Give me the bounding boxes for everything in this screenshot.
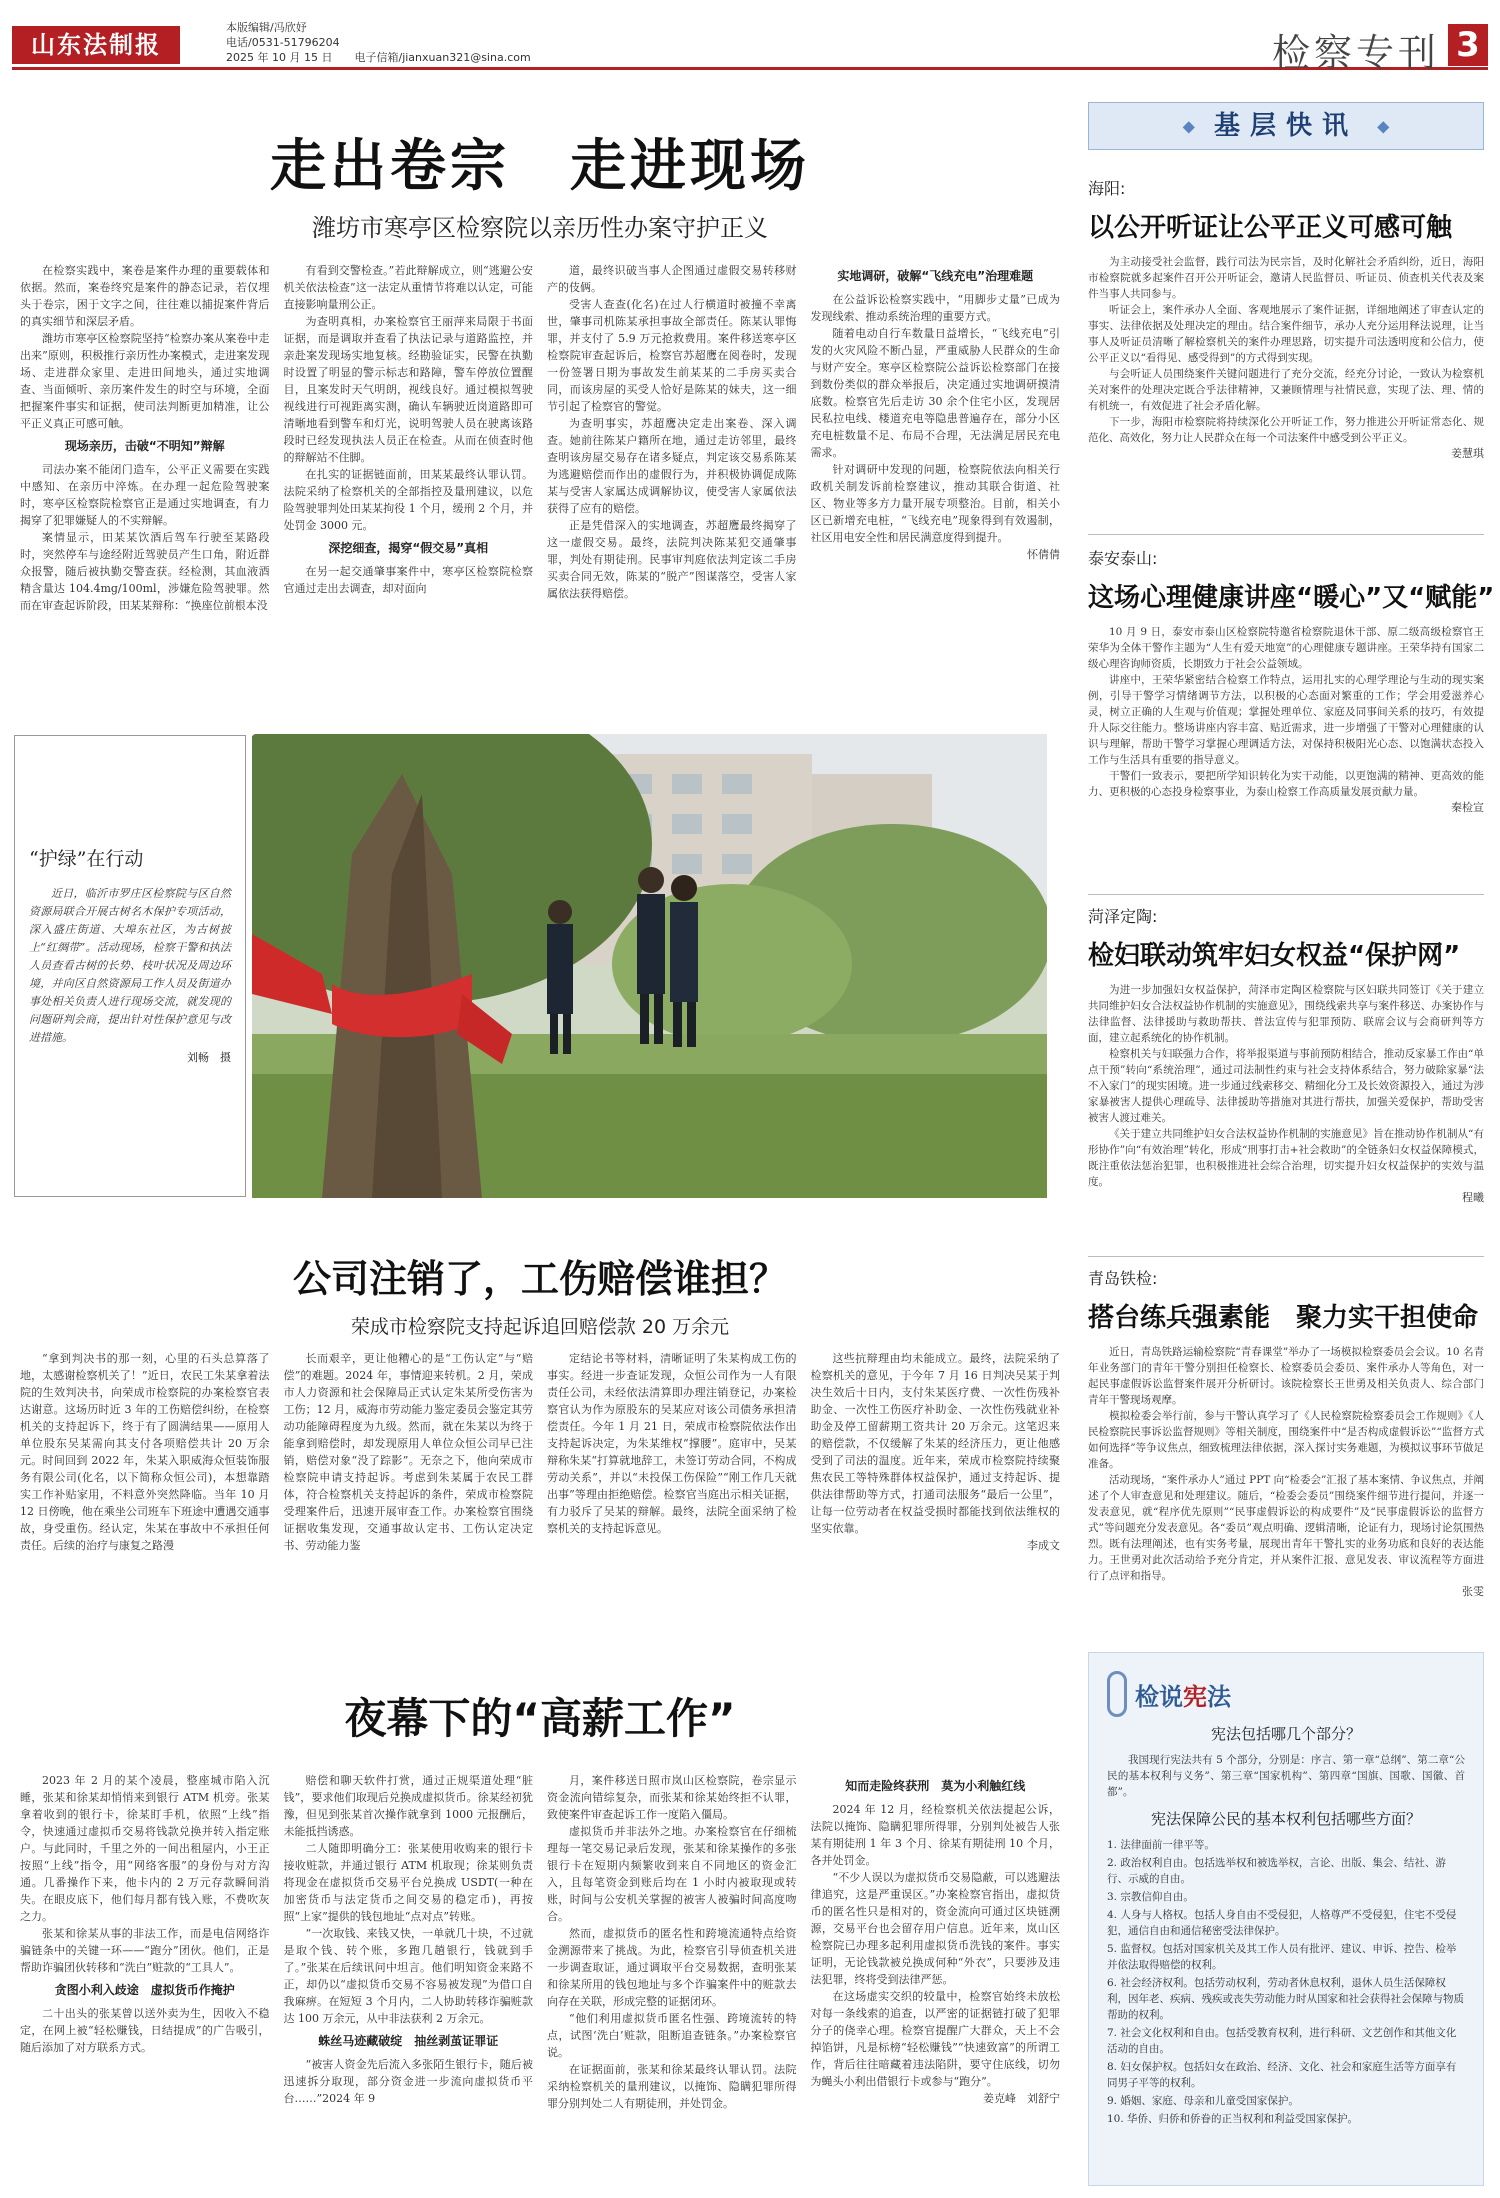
diamond-icon: ◆ [1377, 116, 1390, 136]
brand-char: 说 [1159, 1682, 1183, 1711]
paragraph: 定结论书等材料，清晰证明了朱某构成工伤的事实。经进一步查证发现，众恒公司作为一人有限责任公司，未经依法清算即办理注销登记，办案检察官认为作为原股东的吴某应对该公司债务承担清偿责任。今年 1 月 21 日，荣成市检察院依法作出支持起诉决定，为朱某维权“撑腰”。庭审中，吴某辩称朱某“打算就地辞工，未签订劳动合同，不构成劳动关系”，并以“未投保工伤保险”“刚工作几天就出事”等理由拒绝赔偿。检察官当庭出示相关证据，有力驳斥了吴某的辩解。最终，法院全面采纳了检察机关的支持起诉意见。 [547, 1352, 797, 1535]
article3-col3 [547, 1772, 797, 2186]
news-location: 菏泽定陶: [1088, 907, 1158, 926]
article1-subtitle: 潍坊市寒亭区检察院以亲历性办案守护正义 [312, 214, 768, 242]
paragraph: 张某和徐某从事的非法工作，而是电信网络诈骗链条中的关键一环——“跑分”团伙。他们，正是帮助诈骗团伙转移和“洗白”赃款的“工具人”。 [20, 1927, 270, 1974]
news-body [1088, 982, 1484, 1206]
divider [1088, 1256, 1484, 1257]
article-author: 怀倩倩 [1027, 548, 1060, 561]
list-item: 2. 政治权利自由。包括选举权和被选举权，言论、出版、集会、结社、游行、示威的自由。 [1107, 1857, 1446, 1885]
diamond-icon: ◆ [1182, 116, 1195, 136]
paragraph: “被害人资金先后流入多张陌生银行卡，随后被迅速拆分取现，部分资金进一步流向虚拟货币平台……”2024 年 9 [283, 2058, 533, 2105]
subheading: 知而走险终获刑 莫为小利触红线 [845, 1779, 1026, 1793]
paragraph: 针对调研中发现的问题，检察院依法向相关行政机关制发诉前检察建议，推动其联合街道、社区、物业等多方力量开展专项整治。目前，相关小区已新增充电桩，“飞线充电”现象得到有效遏制，社区用电安全性和居民满意度得到提升。 [810, 463, 1060, 544]
news-item-dingtao [1088, 904, 1484, 1252]
divider [1088, 534, 1484, 535]
editor-line: 本版编辑/冯欣妤 [226, 21, 307, 34]
article1-col1 [20, 262, 270, 702]
article2-col1 [20, 1350, 270, 1640]
subheading: 实地调研，破解“飞线充电”治理难题 [837, 269, 1034, 283]
article3-col4 [811, 1772, 1061, 2186]
paragraph: “拿到判决书的那一刻，心里的石头总算落了地，太感谢检察机关了！”近日，农民工朱某拿着法院的生效判决书，向荣成市检察院的办案检察官表达谢意。这场历时近 3 年的工伤赔偿纠纷，在检察机关的支持起诉下，终于有了圆满结果——原用人单位股东吴某需向其支付各项赔偿共计 20 万余元。时间回到 2022 年，朱某入职威海众恒装饰服务有限公司(化名，以下简称众恒公司)，本想靠踏实工作补贴家用，不料意外突然降临。当年 10 月 12 日傍晚，他在乘坐公司班车下班途中遭遇交通事故，身受重伤。经认定，朱某在事故中不承担任何责任。后续的治疗与康复之路漫 [20, 1352, 270, 1552]
news-body [1088, 1344, 1484, 1600]
paragraph: 为进一步加强妇女权益保护，菏泽市定陶区检察院与区妇联共同签订《关于建立共同维护妇女合法权益协作机制的实施意见》，围绕线索共享与案件移送、办案协作与法律监督、法律援助与救助帮扶、普法宣传与犯罪预防、联席会议与会商研判等方面，建立起系统化的协作机制。 [1088, 984, 1484, 1044]
paragraph: 潍坊市寒亭区检察院坚持“检察办案从案卷中走出来”原则，积极推行亲历性办案模式，走进案发现场、走进群众家里、走进田间地头，通过实地调查、当面倾听、亲历案件发生的时空与环境，全面把握案件事实和证据，使司法判断更加精准，让公平正义真正可感可触。 [20, 332, 270, 430]
article-author: 姜克峰 刘舒宁 [983, 2092, 1060, 2105]
article-author: 李成文 [1027, 1539, 1060, 1552]
news-body [1088, 254, 1484, 462]
list-item: 3. 宗教信仰自由。 [1107, 1891, 1194, 1903]
banner-label: 基层快讯 [1213, 111, 1358, 141]
list-item: 8. 妇女保护权。包括妇女在政治、经济、文化、社会和家庭生活等方面享有同男子平等的权利。 [1107, 2061, 1457, 2089]
qa-answer: 我国现行宪法共有 5 个部分，分别是：序言、第一章“总纲”、第二章“公民的基本权利与义务”、第三章“国家机构”、第四章“国旗、国歌、国徽、首都”。 [1107, 1754, 1465, 1798]
paragraph: 赔偿和聊天软件打赏，通过正规渠道处理“脏钱”，要求他们取现后兑换成虚拟货币。徐某经初犹豫，但见到张某首次操作就拿到 1000 元报酬后，未能抵挡诱惑。 [283, 1774, 533, 1838]
paragraph: 近日，青岛铁路运输检察院“青春课堂”举办了一场模拟检察委员会会议。10 名青年业务部门的青年干警分别担任检察长、检察委员会委员、案件承办人等角色，对一起民事虚假诉讼监督案件展开分析研讨。该院检察长王世勇及相关负责人、综合部门青年干警现场观摩。 [1088, 1346, 1484, 1406]
article1-col3 [547, 262, 797, 702]
paragraph: 在公益诉讼检察实践中，“用脚步丈量”已成为发现线索、推动系统治理的重要方式。 [810, 293, 1060, 323]
paragraph: 为主动接受社会监督，践行司法为民宗旨，及时化解社会矛盾纠纷，近日，海阳市检察院就多起案件召开公开听证会，邀请人民监督员、听证员、侦查机关代表及案件当事人共同参与。 [1088, 256, 1484, 300]
issue-date: 2025 年 10 月 15 日 [226, 51, 333, 64]
masthead [12, 8, 1488, 75]
paragraph: 下一步，海阳市检察院将持续深化公开听证工作，努力推进公开听证常态化、规范化、高效化，努力让人民群众在每一个司法案件中感受到公平正义。 [1088, 416, 1484, 444]
list-item: 6. 社会经济权利。包括劳动权利，劳动者休息权利，退休人员生活保障权利，因年老、疾病、残疾或丧失劳动能力时从国家和社会获得社会保障与物质帮助的权利。 [1107, 1977, 1464, 2021]
date-email-line [226, 50, 531, 65]
news-location: 海阳: [1088, 179, 1126, 198]
news-headline: 以公开听证让公平正义可感可触 [1088, 213, 1453, 243]
article3-col2 [284, 1772, 534, 2186]
paragraph: 月，案件移送日照市岚山区检察院，卷宗显示资金流向错综复杂，而张某和徐某始终拒不认罪，致使案件审查起诉工作一度陷入僵局。 [547, 1774, 797, 1821]
list-item: 10. 华侨、归侨和侨眷的正当权利和利益受国家保护。 [1107, 2113, 1359, 2125]
article3-title: 夜幕下的“高薪工作” [344, 1694, 736, 1743]
news-author: 姜慧琪 [1451, 447, 1484, 460]
paragraph: 正是凭借深入的实地调查，苏超鹰最终揭穿了这一虚假交易。最终，法院判决陈某犯交通肇事罪，判处有期徒刑。民事审判庭依法判定该二手房买卖合同无效，陈某的“脱产”图谋落空，受害人家属依法获得赔偿。 [547, 519, 797, 600]
paragraph: 干警们一致表示，要把所学知识转化为实干动能，以更饱满的精神、更高效的能力、更积极的心态投身检察事业，为泰山检察工作高质量发展贡献力量。 [1088, 770, 1484, 798]
news-author: 秦检宣 [1451, 801, 1484, 814]
list-item: 7. 社会文化权利和自由。包括受教育权利，进行科研、文艺创作和其他文化活动的自由。 [1107, 2027, 1457, 2055]
subheading: 蛛丝马迹藏破绽 抽丝剥茧证罪证 [318, 2034, 499, 2048]
paragraph: “他们利用虚拟货币匿名性强、跨境流转的特点，试图‘洗白’赃款，阻断追查链条。”办案检察官说。 [547, 2012, 797, 2059]
qa-header [1107, 1671, 1465, 1717]
paragraph: 检察机关与妇联强力合作，将举报渠道与事前预防相结合，推动反家暴工作由“单点干预”转向“系统治理”，通过司法制性约束与社会支持体系结合，努力破除家暴“法不入家门”的现实困境。进一步通过线索移交、精细化分工及长效资源投入，通过为涉家暴被害人提供心理疏导、法律援助等措施对其进行帮扶，加强关爱保护，帮助受害被害人渡过难关。 [1088, 1048, 1484, 1124]
paragraph: 二人随即明确分工：张某使用收购来的银行卡接收赃款，并通过银行 ATM 机取现；徐某则负责将现金在虚拟货币交易平台兑换成 USDT(一种在加密货币与法定货币之间交易的稳定币)，再按照“上家”提供的钱包地址“点对点”转账。 [283, 1842, 533, 1923]
paragraph: 与会听证人员围绕案件关键问题进行了充分交流，经充分讨论，一致认为检察机关对案件的处理决定既合乎法律精神，又兼顾情理与社情民意，实现了法、理、情的有机统一，有效促进了社会矛盾化解。 [1088, 368, 1484, 412]
brand-char: 法 [1207, 1682, 1231, 1711]
paragraph: 这些抗辩理由均未能成立。最终，法院采纳了检察机关的意见，于今年 7 月 16 日判决吴某于判决生效后十日内，支付朱某医疗费、一次性伤残补助金、一次性工伤医疗补助金、一次性伤残就业补助金及停工留薪期工资共计 20 万余元。这笔迟来的赔偿款，不仅缓解了朱某的经济压力，更让他感受到了司法的温度。近年来，荣成市检察院持续聚焦农民工等特殊群体权益保护，通过支持起诉、提供法律帮助等方式，打通司法服务“最后一公里”，让每一位劳动者在权益受损时都能找到依法维权的坚实依靠。 [810, 1352, 1060, 1535]
article2-title: 公司注销了，工伤赔偿谁担？ [292, 1257, 787, 1301]
paragraph: 虚拟货币并非法外之地。办案检察官在仔细梳理每一笔交易记录后发现，张某和徐某操作的多张银行卡在短期内频繁收到来自不同地区的资金汇入，且每笔资金到账后均在 1 小时内被取现或转账，时间与公安机关掌握的被害人被骗时间高度吻合。 [547, 1825, 797, 1923]
divider [1088, 894, 1484, 895]
paperclip-icon [1107, 1671, 1127, 1717]
paragraph: 《关于建立共同维护妇女合法权益协作机制的实施意见》旨在推动协作机制从“有形协作”向“有效治理”转化，形成“刑事打击+社会救助”的全链条妇女权益保障模式，既注重依法惩治犯罪，也积极推进社会综合治理，切实提升妇女权益保护的实效与温度。 [1088, 1128, 1484, 1188]
paragraph: 在扎实的证据链面前，田某某最终认罪认罚。法院采纳了检察机关的全部指控及量刑建议，以危险驾驶罪判处田某某拘役 1 个月，缓刑 2 个月，并处罚金 3000 元。 [283, 468, 533, 532]
article1-title: 走出卷宗 走进现场 [270, 134, 810, 199]
photo-credit: 刘畅 摄 [187, 1051, 231, 1064]
news-body [1088, 624, 1484, 816]
news-headline: 这场心理健康讲座“暖心”又“赋能” [1088, 583, 1495, 613]
article2-col3 [547, 1350, 797, 1640]
paragraph: 二十出头的张某曾以送外卖为生，因收入不稳定，在网上被“轻松赚钱，日结提成”的广告吸引，随后添加了对方联系方式。 [20, 2007, 270, 2054]
subheading: 现场亲历，击破“不明知”辩解 [64, 439, 225, 453]
rights-list [1107, 1837, 1465, 2127]
email-line: 电子信箱/jianxuan321@sina.com [354, 51, 531, 64]
paragraph: 有看到交警检查。”若此辩解成立，则“逃避公安机关依法检查”这一法定从重情节将难以认定，可能直接影响量刑公正。 [283, 264, 533, 311]
subheading: 贪图小利入歧途 虚拟货币作掩护 [54, 1983, 235, 1997]
page-number: 3 [1448, 24, 1488, 66]
subheading: 深挖细查，揭穿“假交易”真相 [328, 541, 489, 555]
article1-col2 [284, 262, 534, 702]
article2-body [20, 1350, 1060, 1640]
phone-line: 电话/0531-51796204 [226, 36, 340, 49]
paragraph: 为查明真相，办案检察官王丽萍来局限于书面证据，而是调取并查看了执法记录与道路监控，并亲赴案发现场实地复核。经勘验证实，民警在执勤时设置了明显的警示标志和路障，警车停放位置醒目，且案发时天气明朗，视线良好。通过模拟驾驶视线进行可视距离实测，确认车辆驶近岗道路即可清晰地看到警车和灯光，说明驾驶人员在驶离该路段时已经发现执法人员正在检查。从而在侦查时他的辩解站不住脚。 [283, 315, 533, 464]
list-item: 1. 法律面前一律平等。 [1107, 1839, 1215, 1851]
news-item-haiyang [1088, 176, 1484, 524]
qa-question: 宪法包括哪几个部分？ [1210, 1725, 1361, 1743]
editor-info [226, 20, 531, 65]
qa-column-brand [1135, 1677, 1231, 1712]
article3-body [20, 1772, 1060, 2186]
list-item: 5. 监督权。包括对国家机关及其工作人员有批评、建议、申诉、控告、检举并依法取得赔偿的权利。 [1107, 1943, 1457, 1971]
paragraph: “一次取钱、来钱又快，一单就几十块，不过就是取个钱、转个账，多跑几趟银行，钱就到手了。”张某在后续讯问中坦言。他们明知资金来路不正，却仍以“虚拟货币交易不容易被发现”为借口自我麻痹。在短短 3 个月内，二人协助转移诈骗赃款达 100 万余元，从中非法获利 2 万余元。 [283, 1927, 533, 2025]
article2-subtitle: 荣成市检察院支持起诉追回赔偿款 20 万余元 [350, 1316, 730, 1338]
paragraph: 受害人查查(化名)在过人行横道时被撞不幸离世，肇事司机陈某承担事故全部责任。陈某认罪悔罪，并支付了 5.9 万元抢救费用。案件移送寒亭区检察院审查起诉后，检察官苏超鹰在阅卷时，发现一份签署日期为事故发生前某某的二手房买卖合同，而该房屋的买受人恰好是陈某的妹夫，这一细节引起了检察官的警觉。 [547, 298, 797, 413]
grassroots-news-banner [1088, 102, 1484, 150]
article2-col4 [811, 1350, 1061, 1640]
photo-caption-box [14, 735, 246, 1197]
paragraph: 在这场虚实交织的较量中，检察官始终未放松对每一条线索的追查，以严密的证据链打破了犯罪分子的侥幸心理。检察官提醒广大群众，天上不会掉馅饼，凡是标榜“轻松赚钱”“快速致富”的所谓工作，背后往往暗藏着违法陷阱，要守住底线，切勿为蝇头小利出借银行卡或参与“跑分”。 [810, 1990, 1060, 2088]
article1-body [20, 262, 1060, 702]
list-item: 4. 人身与人格权。包括人身自由不受侵犯，人格尊严不受侵犯，住宅不受侵犯，通信自由和通信秘密受法律保护。 [1107, 1909, 1457, 1937]
paragraph: 随着电动自行车数量日益增长，“飞线充电”引发的火灾风险不断凸显，严重威胁人民群众的生命与财产安全。寒亭区检察院公益诉讼检察部门在接到数份类似的群众举报后，决定通过实地调研摸清底数。检察官先后走访 30 余个住宅小区，发现居民私拉电线、楼道充电等隐患普遍存在，部分小区充电桩数量不足、布局不合理，无法满足居民充电需求。 [810, 327, 1060, 459]
qa-question: 宪法保障公民的基本权利包括哪些方面？ [1150, 1810, 1421, 1828]
news-location: 泰安泰山: [1088, 549, 1158, 568]
paragraph: 2024 年 12 月，经检察机关依法提起公诉，法院以掩饰、隐瞒犯罪所得罪，分别判处被告人张某有期徒刑 1 年 3 个月、徐某有期徒刑 10 个月，各并处罚金。 [810, 1803, 1060, 1867]
paragraph: 在另一起交通肇事案件中，寒亭区检察院检察官通过走出去调查，却对面向 [283, 565, 533, 595]
paragraph: 为查明事实，苏超鹰决定走出案卷、深入调查。她前往陈某户籍所在地，通过走访邻里，最终查明该房屋交易存在诸多疑点，判定该交易系陈某为逃避赔偿而作出的虚假行为，并积极协调促成陈某与受害人家属达成调解协议，使受害人家属依法获得了应有的赔偿。 [547, 417, 797, 515]
paragraph: 模拟检委会举行前，参与干警认真学习了《人民检察院检察委员会工作规则》《人民检察院民事诉讼监督规则》等相关制度，围绕案件中“是否构成虚假诉讼”“监督方式如何选择”等争议焦点，细致梳理法律依据，深入探讨实务难题，为模拟议事环节做足准备。 [1088, 1410, 1484, 1470]
news-photo [252, 734, 1047, 1198]
paragraph: 活动现场，“案件承办人”通过 PPT 向“检委会”汇报了基本案情、争议焦点，并阐述了个人审查意见和处理建议。随后，“检委会委员”围绕案件细节进行提问，并逐一发表意见，就“程序优先原则”“民事虚假诉讼的构成要件”及“民事虚假诉讼的监督方式”等问题充分发表意见。各“委员”观点明确、逻辑清晰，论证有力，现场讨论氛围热烈。既有法理阐述，也有实务考量，展现出青年干警扎实的业务功底和良好的表达能力。王世勇对此次活动给予充分肯定，并从案件汇报、意见发表、审议流程等方面进行了点评和指导。 [1088, 1474, 1484, 1582]
paragraph: 道，最终识破当事人企图通过虚假交易转移财产的伎俩。 [547, 264, 797, 294]
news-headline: 搭台练兵强素能 聚力实干担使命 [1088, 1303, 1479, 1333]
paragraph: 2023 年 2 月的某个凌晨，整座城市陷入沉睡，张某和徐某却悄悄来到银行 ATM 机旁。张某拿着收到的银行卡，徐某盯手机，依照“上线”指令，快速通过虚拟币交易将钱款兑换并转入指定账户。与此同时，千里之外的一间出租屋内，小王正按照“上线”指令，用“网络客服”的身份与对方沟通。几番操作下来，他卡内的 2 万元存款瞬间消失。在眼皮底下，他们每月都有钱入账，不费吹灰之力。 [20, 1774, 270, 1923]
constitution-qa-box [1088, 1652, 1484, 2186]
newspaper-logo: 山东法制报 [12, 26, 180, 64]
news-item-qingdao [1088, 1266, 1484, 1640]
article2-col2 [284, 1350, 534, 1640]
paragraph: 长而艰辛，更让他糟心的是“工伤认定”与“赔偿”的难题。2024 年，事情迎来转机。2 月，荣成市人力资源和社会保障局正式认定朱某所受伤害为工伤；12 月，威海市劳动能力鉴定委员会鉴定其劳动功能障碍程度为九级。然而，就在朱某以为终于能拿到赔偿时，却发现原用人单位众恒公司早已注销，赔偿对象“没了踪影”。无奈之下，他向荣成市检察院申请支持起诉。考虑到朱某属于农民工群体，符合检察机关支持起诉的条件，荣成市检察院受理案件后，迅速开展审查工作。办案检察官围绕证据收集发现，交通事故认定书、工伤认定决定书、劳动能力鉴 [283, 1352, 533, 1552]
paragraph: 然而，虚拟货币的匿名性和跨境流通特点给资金溯源带来了挑战。为此，检察官引导侦查机关进一步调查取证，通过调取平台交易数据，查明张某和徐某所用的钱包地址与多个诈骗案件中的赃款去向存在关联，形成完整的证据闭环。 [547, 1927, 797, 2008]
paragraph: 听证会上，案件承办人全面、客观地展示了案件证据，详细地阐述了审查认定的事实、法律依据及处理决定的理由。结合案件细节，承办人充分运用释法说理，让当事人及听证员清晰了解检察机关的案件办理思路，切实提升司法透明度和公信力，使公平正义以“看得见、感受得到”的方式得到实现。 [1088, 304, 1484, 364]
paragraph: “不少人误以为虚拟货币交易隐蔽，可以逃避法律追究，这是严重误区。”办案检察官指出，虚拟货币的匿名性只是相对的，资金流向可通过区块链溯源，交易平台也会留存用户信息。近年来，岚山区检察院已办理多起利用虚拟货币洗钱的案件。事实证明，无论钱款被兑换成何种“外衣”，只要涉及违法犯罪，终将受到法律严惩。 [810, 1871, 1060, 1986]
paragraph: 司法办案不能闭门造车，公平正义需要在实践中感知、在亲历中淬炼。在办理一起危险驾驶案时，寒亭区检察院检察官正是通过实地调查，有力揭穿了犯罪嫌疑人的不实辩解。 [20, 463, 270, 527]
section-title: 检察专刊 [1271, 31, 1440, 75]
paragraph: 在检察实践中，案卷是案件办理的重要载体和依据。然而，案卷终究是案件的静态记录，若仅埋头于卷宗，困于文字之间，往往难以捕捉案件背后的真实细节和深层矛盾。 [20, 264, 270, 328]
news-author: 张雯 [1462, 1585, 1484, 1598]
news-author: 程曦 [1462, 1191, 1484, 1204]
list-item: 9. 婚姻、家庭、母亲和儿童受国家保护。 [1107, 2095, 1299, 2107]
news-headline: 检妇联动筑牢妇女权益“保护网” [1088, 941, 1461, 971]
paragraph: 讲座中，王荣华紧密结合检察工作特点，运用扎实的心理学理论与生动的现实案例，引导干警学习情绪调节方法，以积极的心态面对繁重的工作；学会用爱滋养心灵，树立正确的人生观与价值观；掌握处理单位、家庭及同事间关系的技巧，有效提升人际交往能力。整场讲座内容丰富、贴近需求，进一步增强了干警对心理健康的认识与理解，帮助干警学习掌握心理调适方法，对保持积极阳光心态、以饱满状态投入工作与生活具有重要的指导意义。 [1088, 674, 1484, 766]
paragraph: 在证据面前，张某和徐某最终认罪认罚。法院采纳检察机关的量刑建议，以掩饰、隐瞒犯罪所得罪分别判处二人有期徒刑，并处罚金。 [547, 2063, 797, 2110]
photo-caption-title: “护绿”在行动 [29, 848, 144, 870]
news-location: 青岛铁检: [1088, 1269, 1158, 1288]
paragraph: 10 月 9 日，泰安市泰山区检察院特邀省检察院退休干部、原二级高级检察官王荣华为全体干警作主题为“人生有爱天地宽”的心理健康专题讲座。王荣华持有国家二级心理咨询师资质，长期致力于社会公益领域。 [1088, 626, 1484, 670]
article3-col1 [20, 1772, 270, 2186]
photo-illustration [252, 734, 1047, 1198]
article1-col4 [811, 262, 1061, 702]
paragraph: 案情显示，田某某饮酒后驾车行驶至某路段时，突然停车与途经附近驾驶员产生口角，附近群众报警，随后被执勤交警查获。经检测，其血液酒精含量达 104.4mg/100ml，涉嫌危险驾驶罪。然而在审查起诉阶段，田某某辩称：“换座位前根本没 [20, 531, 270, 612]
brand-char: 宪 [1183, 1682, 1207, 1711]
news-item-taishan [1088, 546, 1495, 888]
photo-caption-text: 近日，临沂市罗庄区检察院与区自然资源局联合开展古树名木保护专项活动，深入盛庄街道、大埠东社区，为古树披上“红绸带”。活动现场，检察干警和执法人员查看古树的长势、枝叶状况及周边环境，并向区自然资源局工作人员及街道办事处相关负责人进行现场交流，就发现的问题研判会商，提出针对性保护意见与改进措施。 [29, 887, 231, 1044]
brand-char: 检 [1135, 1682, 1159, 1711]
